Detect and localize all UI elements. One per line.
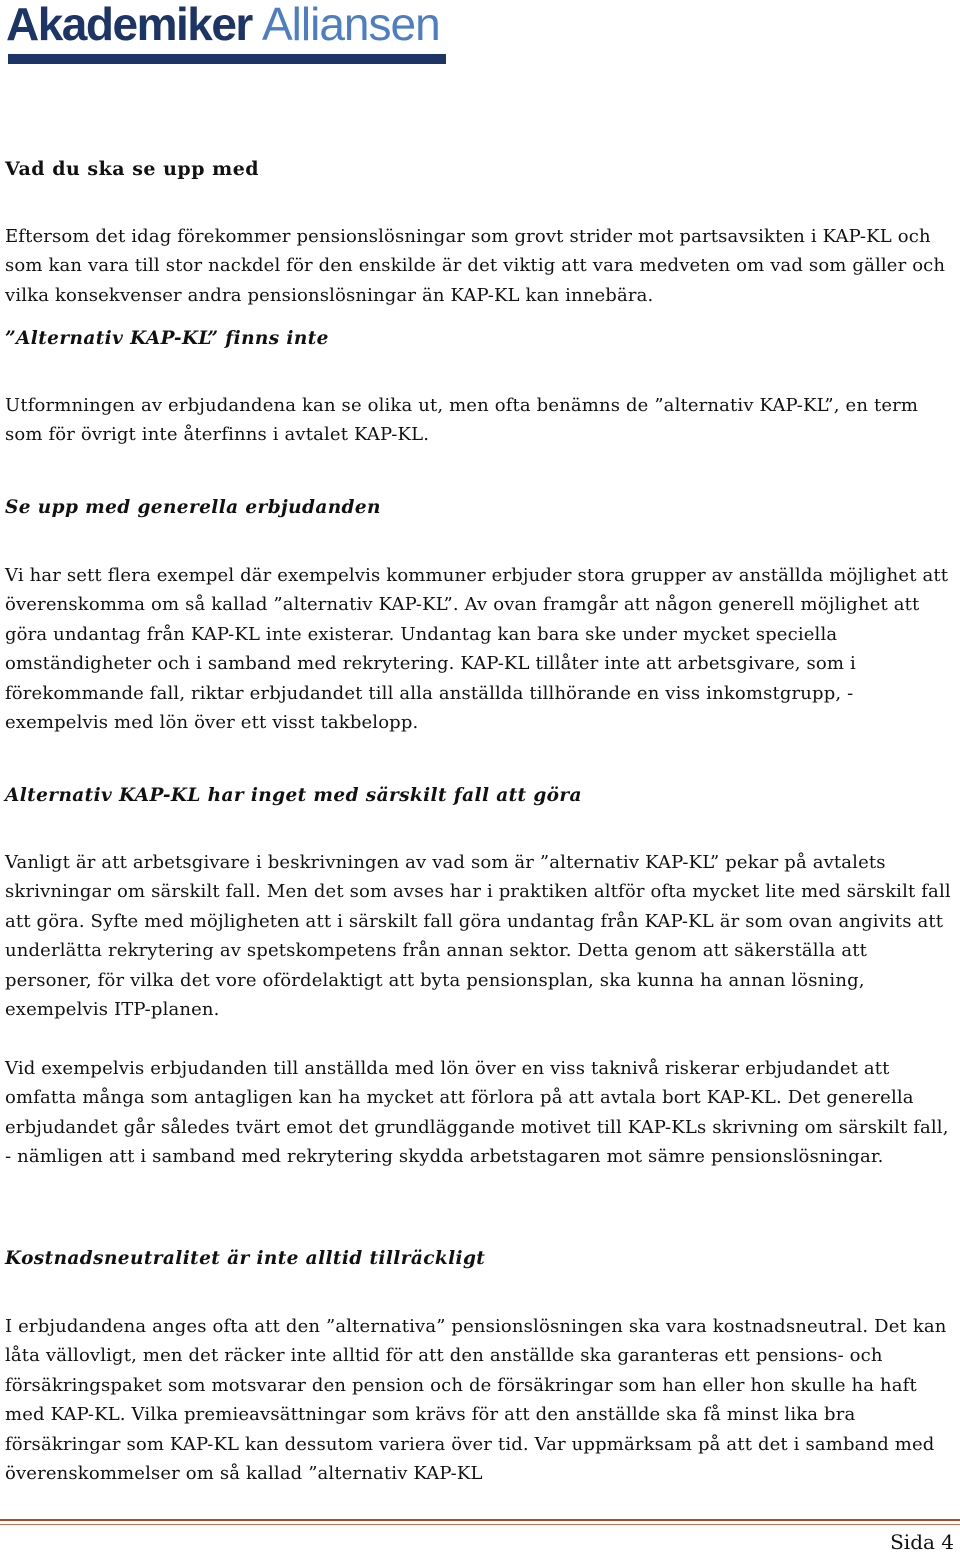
section-paragraph: Vi har sett flera exempel där exempelvis kommuner erbjuder stora grupper av anställda möjlighet att överenskomma om så kallad ”alternativ KAP-KL”. Av ovan framgår att någon generell möjlighet att göra undantag från KAP-KL inte existerar. Undantag kan bara ske under mycket speciella omständigheter och i samband med rekrytering. KAP-KL tillåter inte att arbetsgivare, som i förekommande fall, riktar erbjudandet till alla anställda tillhörande en viss inkomstgrupp, - exempelvis med lön över ett visst takbelopp. [5, 565, 949, 734]
section-paragraph: Vanligt är att arbetsgivare i beskrivningen av vad som är ”alternativ KAP-KL” pekar på avtalets skrivningar om särskilt fall. Men det som avses har i praktiken altför ofta mycket lite med särskilt fall att göra. Syfte med möjligheten att i särskilt fall göra undantag från KAP-KL är som ovan angivits att underlätta rekrytering av spetskompetens från annan sektor. Detta genom att säkerställa att personer, för vilka det vore ofördelaktigt att byta pensionsplan, ska kunna ha annan lösning, exempelvis ITP-planen. [5, 852, 951, 1021]
footer-rule [0, 1519, 960, 1521]
section-heading-sarskilt-fall: Alternativ KAP-KL har inget med särskilt fall att göra [5, 785, 582, 806]
main-heading: Vad du ska se upp med [5, 158, 260, 180]
logo-underline-bar [8, 54, 446, 64]
logo-text-bold: Akademiker [6, 0, 252, 50]
section-paragraph: Vid exempelvis erbjudanden till anställda med lön över en viss taknivå riskerar erbjudandet att omfatta många som antagligen kan ha mycket att förlora på att avtala bort KAP-KL. Det generella erbjudandet går således tvärt emot det grundläggande motivet till KAP-KLs skrivning om särskilt fall, - nämligen att i samband med rekrytering skydda arbetstagaren mot sämre pensionslösningar. [5, 1058, 949, 1168]
section-paragraph: I erbjudandena anges ofta att den ”alternativa” pensionslösningen ska vara kostnadsneutral. Det kan låta vällovligt, men det räcker inte alltid för att den anställde ska garanteras ett pensions- och försäkringspaket som motsvarar den pension och de försäkringar som han eller hon skulle ha haft med KAP-KL. Vilka premieavsättningar som krävs för att den anställde ska få minst lika bra försäkringar som KAP-KL kan dessutom variera över tid. Var uppmärksam på att det i samband med överenskommelser om så kallad ”alternativ KAP-KL [5, 1316, 947, 1485]
section-heading-generella: Se upp med generella erbjudanden [5, 497, 381, 518]
logo-text-light: Alliansen [262, 0, 440, 50]
footer-rule-thin [0, 1524, 960, 1525]
akademikeralliansen-logo [4, 0, 456, 66]
section-paragraph: Utformningen av erbjudandena kan se olika ut, men ofta benämns de ”alternativ KAP-KL”, en term som för övrigt inte återfinns i avtalet KAP-KL. [5, 395, 919, 446]
page-number: Sida 4 [890, 1530, 954, 1554]
section-heading-alternativ: ”Alternativ KAP-KL” finns inte [5, 328, 329, 349]
section-heading-kostnadsneutralitet: Kostnadsneutralitet är inte alltid tillräckligt [5, 1248, 486, 1269]
intro-paragraph: Eftersom det idag förekommer pensionslösningar som grovt strider mot partsavsikten i KAP-KL och som kan vara till stor nackdel för den enskilde är det viktig att vara medveten om vad som gäller och vilka konsekvenser andra pensionslösningar än KAP-KL kan innebära. [5, 226, 946, 306]
